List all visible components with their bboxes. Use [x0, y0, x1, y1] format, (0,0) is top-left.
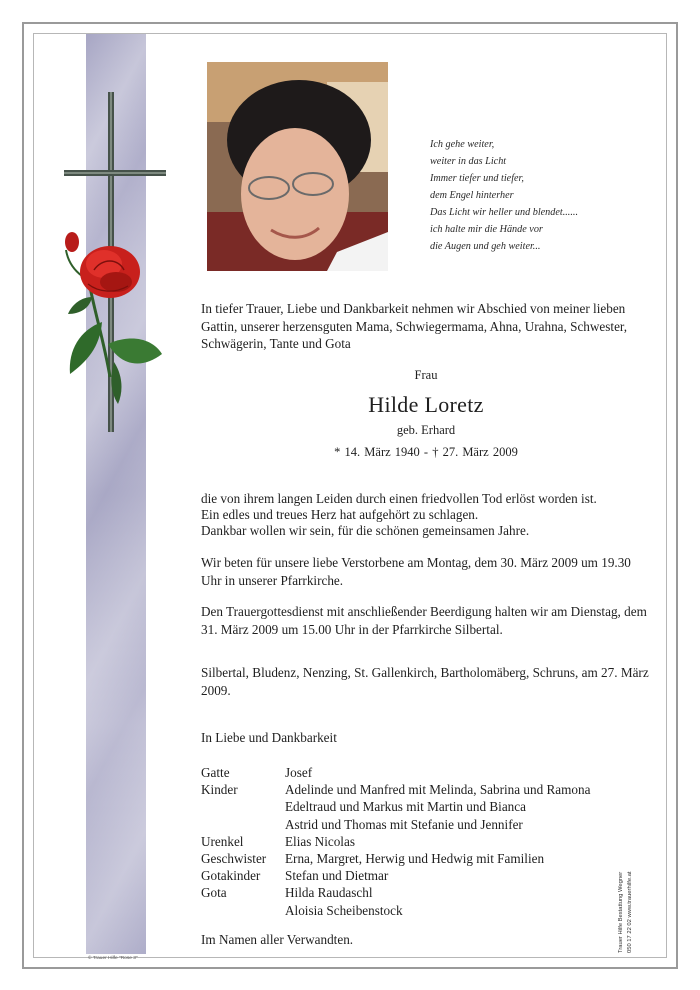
family-row [201, 816, 590, 833]
family-row [201, 884, 590, 901]
paragraph-line: Ein edles und treues Herz hat aufgehört zu schlagen. [201, 506, 479, 522]
family-row [201, 781, 590, 798]
gratitude-line: In Liebe und Dankbarkeit [201, 730, 337, 745]
family-relation: Urenkel [201, 833, 244, 849]
family-list [201, 764, 590, 919]
poem-line: die Augen und geh weiter... [430, 241, 541, 252]
closing-line: Im Namen aller Verwandten. [201, 932, 354, 947]
family-relation [201, 798, 285, 815]
release-paragraph [201, 491, 651, 538]
family-row [201, 902, 590, 919]
family-row [201, 850, 590, 867]
family-names: Hilda Raudaschl [285, 885, 373, 901]
family-row [201, 764, 590, 781]
credit-line: 050 17 22 02 www.trauerhilfe.at [626, 871, 633, 953]
family-names: Stefan und Dietmar [285, 868, 389, 884]
family-row [201, 833, 590, 850]
family-relation: Gatte [201, 765, 230, 780]
family-names: Josef [285, 765, 313, 780]
poem-line: Immer tiefer und tiefer, [430, 173, 524, 184]
family-names: Elias Nicolas [285, 833, 355, 849]
family-relation: Kinder [201, 782, 238, 798]
poem-line: dem Engel hinterher [430, 190, 514, 201]
intro-text: In tiefer Trauer, Liebe und Dankbarkeit nehmen wir Abschied von meiner lieben Gattin, unserer herzensguten Mama, Schwiegermama, Ahna, Urahna, Schwester, Schwägerin, Tante und Gota [201, 301, 628, 351]
family-names: Adelinde und Manfred mit Melinda, Sabrina und Ramona [285, 782, 591, 798]
maiden-name: geb. Erhard [396, 423, 456, 437]
poem-line: Das Licht wir heller und blendet...... [430, 207, 578, 218]
family-relation: Geschwister [201, 851, 267, 867]
deceased-portrait-photo [207, 62, 388, 271]
family-names: Edeltraud und Markus mit Martin und Bianca [285, 799, 526, 815]
life-dates: * 14. März 1940 - † 27. März 2009 [334, 445, 518, 459]
family-relation: Gota [201, 885, 227, 901]
poem-line: Ich gehe weiter, [430, 139, 495, 150]
credit-line: Trauer Hilfe Bestattung Wegner [618, 871, 624, 953]
paragraph-line: die von ihrem langen Leiden durch einen friedvollen Tod erlöst worden ist. [201, 491, 597, 506]
poem-line: ich halte mir die Hände vor [430, 224, 543, 235]
poem-line: weiter in das Licht [430, 156, 507, 167]
family-names: Aloisia Scheibenstock [285, 902, 403, 918]
funeral-paragraph: Den Trauergottesdienst mit anschließender Beerdigung halten wir am Dienstag, dem 31. März 2009 um 15.00 Uhr in der Pfarrkirche Silbertal. [201, 604, 647, 637]
copyright-note: © Trauer Hilfe "Rose 3" [88, 956, 138, 961]
family-row [201, 867, 590, 884]
funeral-service-credit [617, 813, 649, 953]
cross-with-rose-illustration [52, 92, 172, 437]
family-row [201, 798, 590, 815]
prayer-paragraph: Wir beten für unsere liebe Verstorbene am Montag, dem 30. März 2009 um 19.30 Uhr in unserer Pfarrkirche. [201, 555, 631, 588]
family-relation [201, 816, 285, 833]
family-relation [201, 902, 285, 919]
family-names: Erna, Margret, Herwig und Hedwig mit Familien [285, 851, 545, 867]
deceased-title: Frau [414, 368, 438, 382]
deceased-name: Hilde Loretz [368, 392, 484, 417]
family-relation: Gotakinder [201, 868, 261, 884]
poem [430, 136, 578, 255]
paragraph-line: Dankbar wollen wir sein, für die schönen gemeinsamen Jahre. [201, 522, 530, 538]
place-date-paragraph: Silbertal, Bludenz, Nenzing, St. Gallenkirch, Bartholomäberg, Schruns, am 27. März 2009. [201, 665, 649, 698]
family-names: Astrid und Thomas mit Stefanie und Jennifer [285, 816, 523, 832]
